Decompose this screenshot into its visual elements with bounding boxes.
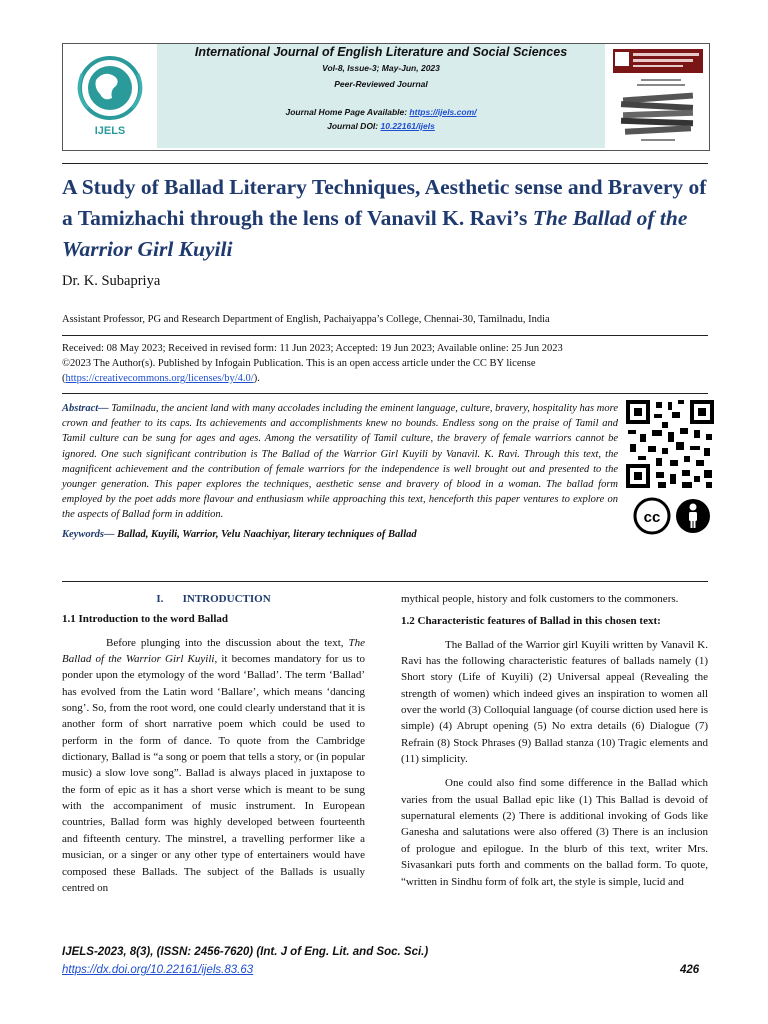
journal-doi-line xyxy=(157,121,605,131)
svg-text:cc: cc xyxy=(643,509,661,526)
article-title xyxy=(62,172,708,265)
home-label: Journal Home Page Available: xyxy=(285,107,410,117)
page-number: 426 xyxy=(680,964,700,976)
divider xyxy=(62,581,708,582)
subsection-heading-2: 1.2 Characteristic features of Ballad in this chosen text: xyxy=(401,615,661,628)
para1-rest: , it becomes mandatory for us to ponder upon the etymology of the word ‘Ballad’. The term ‘Ballad’ has evolved from the Latin word ‘Ballare’, which means ‘dancing song’. So, from the root word, one could clearly understand that it is another form of short narrative poem which could be used to perform in the form of dance. To quote from the Cambridge dictionary, Ballad is “a song or poem that tells a story, or (in popular music) a slow love song”. Ballad is always placed in juxtapose to the form of epic as it has a short verse which is meant to be sung with the accompaniment of music instrument. In European countries, Ballad form was highly developed between fourteenth and fifteenth century. The minstrel, a travelling performer like a musician, or a singer or any other type of entertainers would have composed these Ballads. The subject of the Ballads is usually centred on xyxy=(62,653,365,894)
body-column-left xyxy=(62,591,365,896)
cc-by-license-icon xyxy=(632,496,714,536)
keywords-label: Keywords— xyxy=(62,529,115,540)
author-name: Dr. K. Subapriya xyxy=(62,273,161,289)
license-line: ©2023 The Author(s). Published by Infogain Publication. This is an open access article under the CC BY license xyxy=(62,358,536,369)
journal-peer-reviewed: Peer-Reviewed Journal xyxy=(334,79,428,89)
footer-citation: IJELS-2023, 8(3), (ISSN: 2456-7620) (Int. J of Eng. Lit. and Soc. Sci.) xyxy=(62,946,429,958)
dates-line: Received: 08 May 2023; Received in revised form: 11 Jun 2023; Accepted: 19 Jun 2023; Available online: 25 Jun 2023 xyxy=(62,343,563,354)
abstract xyxy=(62,401,618,523)
body-paragraph-3: One could also find some difference in the Ballad which varies from the usual Ballad epic like (1) This Ballad is devoid of supernatural elements (2) There is additional invoking of Gods like Ganesha and salutations were also offered (3) There is an inclusion of prologue and epilogue. In the blurb of this text, writer Mrs. Sivasankari puts forth and comments on the ballad form. To quote, “written in Sindhu form of folk art, the style is simple, lucid and xyxy=(401,777,708,888)
body-paragraph-2: The Ballad of the Warrior girl Kuyili written by Vanavil K. Ravi has the following characteristic features of ballads namely (1) Short story (Life of Kuyili) (2) Universal appeal (Revealing the strength of women) which indeed gives an inspiration to women all over the world (3) Colloquial language (of course diction used here is simple) (4) Abrupt opening (5) No extra details (6) Dialogue (7) Refrain (8) Stock Phrases (9) Ballad stanza (10) Tragic elements and (11) simplicity. xyxy=(401,638,708,766)
subsection-heading-1: 1.1 Introduction to the word Ballad xyxy=(62,613,229,626)
ijels-logo-icon xyxy=(66,48,154,144)
article-dates xyxy=(62,341,662,386)
keywords xyxy=(62,529,662,540)
journal-header-band xyxy=(157,44,605,148)
title-main: A Study of Ballad Literary Techniques, Aesthetic sense and Bravery of a Tamizhachi through the lens of Vanavil K. Ravi’s xyxy=(62,175,707,230)
home-link[interactable]: https://ijels.com/ xyxy=(409,107,477,117)
section-heading: I. INTRODUCTION xyxy=(156,593,271,605)
journal-home-line xyxy=(157,107,605,117)
doi-label: Journal DOI: xyxy=(327,121,381,131)
qr-code-icon[interactable] xyxy=(624,398,716,490)
doi-link[interactable]: 10.22161/ijels xyxy=(380,121,435,131)
journal-cover-image xyxy=(611,47,705,147)
author-affiliation: Assistant Professor, PG and Research Department of English, Pachaiyappa’s College, Chennai-30, Tamilnadu, India xyxy=(62,314,550,325)
abstract-text: Tamilnadu, the ancient land with many accolades including the eminent language, culture, bravery, hospitality has more crown and feather to its caps. Its achievements and accomplishments knew no bounds. Endless song on the praise of Tamil and Tamil culture can be sung for ages and ages. Among the versatility of Tamil culture, the bravery of female warriors cannot be ignored. One such significant contribution is The Ballad of the Warrior Girl Kuyili by Vanavil. K. Ravi. Through this text, the magnificent achievement and the contribution of female warriors for the independence is well brought out and presented to the younger generation. This paper explores the techniques, aesthetic sense and bravery of blood in a woman. The ballad form employed by the poet adds more flavour and enthusiasm while approaching this text, henceforth this paper ventures to explore on the aspects of Ballad form in addition. xyxy=(62,403,618,521)
para1-lead: Before plunging into the discussion about the text, xyxy=(106,636,349,649)
license-link[interactable]: https://creativecommons.org/licenses/by/4.0/ xyxy=(65,373,254,384)
license-close: ). xyxy=(253,373,260,384)
journal-volume: Vol-8, Issue-3; May-Jun, 2023 xyxy=(322,63,440,73)
para1-italic: The Ballad of the Warrior Girl Kuyili xyxy=(62,636,365,666)
divider xyxy=(62,163,708,164)
journal-title: International Journal of English Literature and Social Sciences xyxy=(194,45,568,59)
divider xyxy=(62,335,708,336)
footer-doi-link[interactable]: https://dx.doi.org/10.22161/ijels.83.63 xyxy=(62,964,254,976)
license-link-line: (https://creativecommons.org/licenses/by/4.0/). xyxy=(62,373,260,384)
body-column-right xyxy=(401,591,708,890)
abstract-label: Abstract— xyxy=(62,403,109,414)
title-italic: The Ballad of the Warrior Girl Kuyili xyxy=(62,206,688,261)
keywords-text: Ballad, Kuyili, Warrior, Velu Naachiyar, literary techniques of Ballad xyxy=(114,529,417,540)
logo-text: IJELS xyxy=(94,125,126,137)
body-paragraph-continued: mythical people, history and folk customers to the commoners. xyxy=(401,593,679,605)
divider xyxy=(62,393,708,394)
body-paragraph-1 xyxy=(62,635,365,897)
